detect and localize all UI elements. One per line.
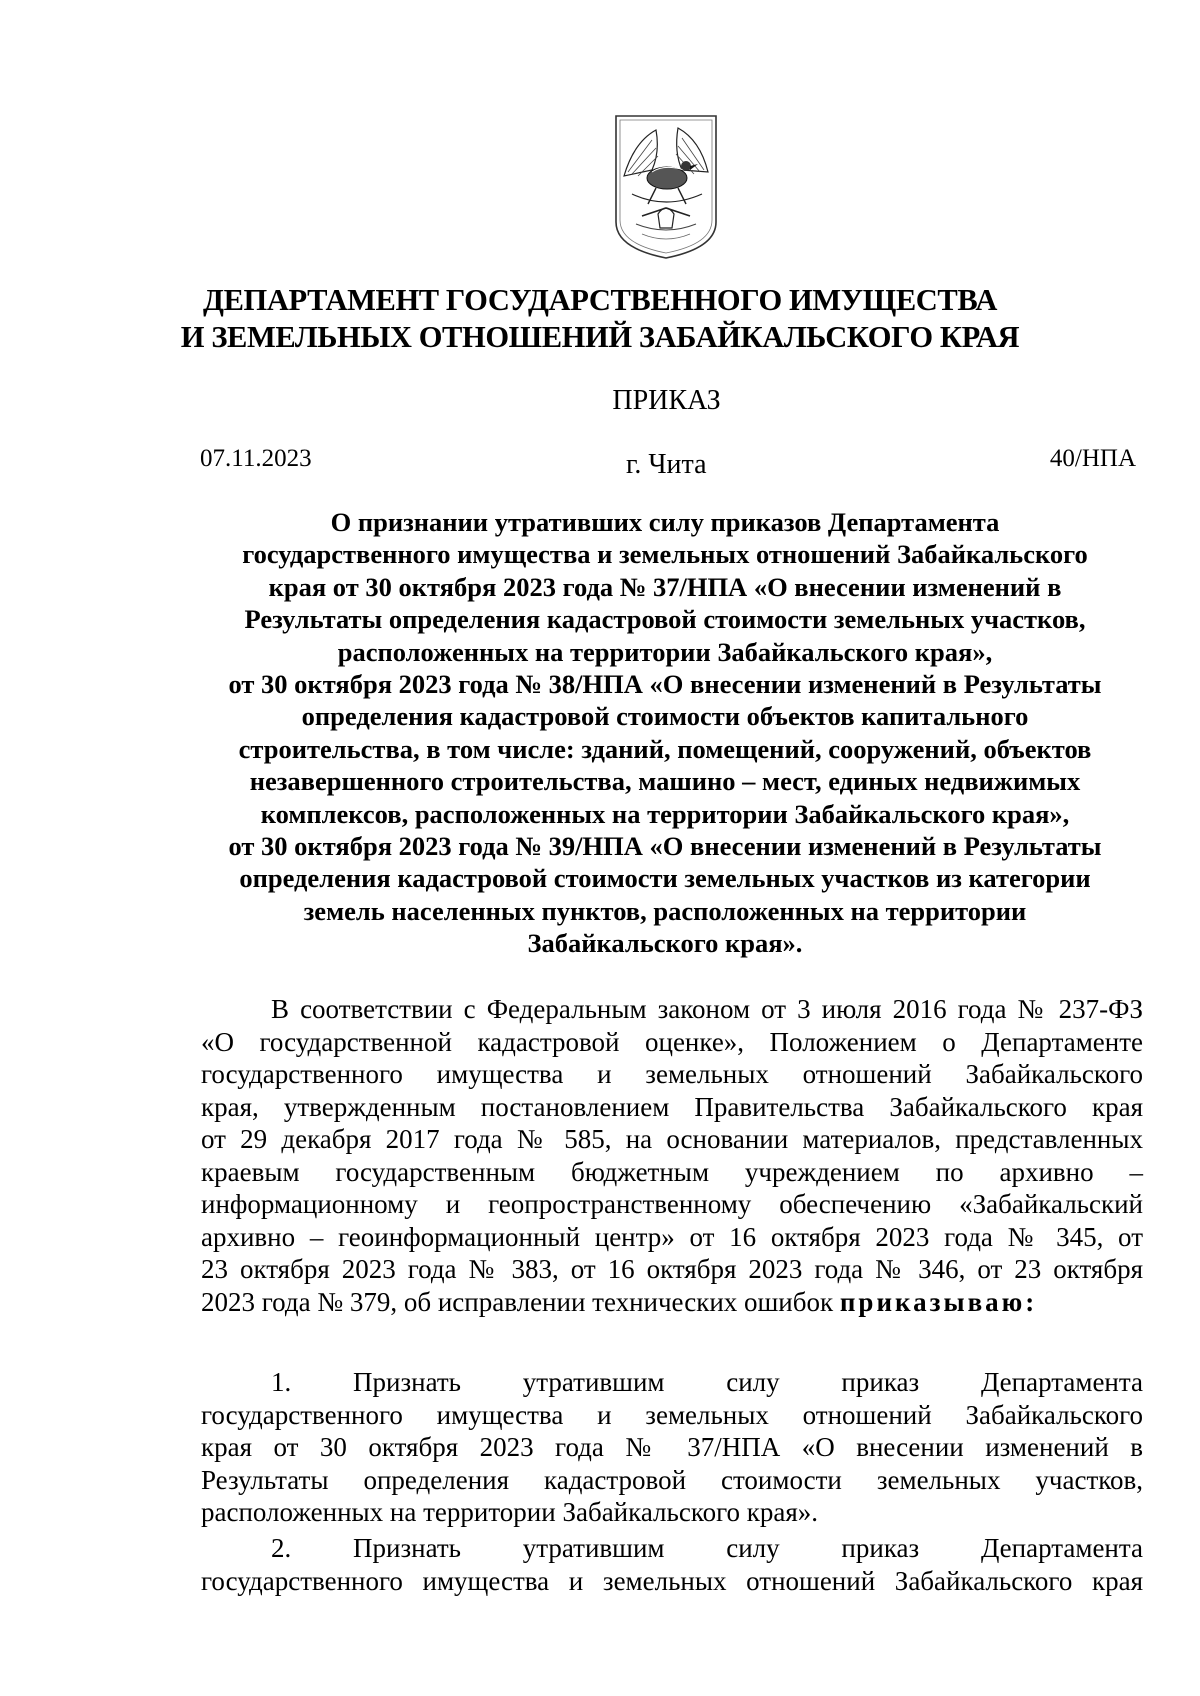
department-line-2: И ЗЕМЕЛЬНЫХ ОТНОШЕНИЙ ЗАБАЙКАЛЬСКОГО КРАЯ: [180, 320, 1020, 354]
title-line: края от 30 октября 2023 года № 37/НПА «О внесении изменений в: [268, 571, 1062, 602]
preamble-line: 23 октября 2023 года № 383, от 16 октября 2023 года № 346, от 23 октября: [201, 1254, 1143, 1284]
preamble-line: краевым государственным бюджетным учреждением по архивно –: [201, 1156, 1143, 1187]
title-line: Результаты определения кадастровой стоимости земельных участков,: [244, 604, 1086, 635]
preamble-line: информационному и геопространственному обеспечению «Забайкальский: [201, 1189, 1143, 1219]
document-date: 07.11.2023: [200, 445, 312, 472]
title-line: земель населенных пунктов, расположенных на территории: [303, 895, 1027, 926]
document-type: ПРИКАЗ: [612, 385, 721, 416]
item-2-line: государственного имущества и земельных отношений Забайкальского края: [201, 1565, 1143, 1596]
title-line: от 30 октября 2023 года № 39/НПА «О внесении изменений в Результаты: [228, 831, 1102, 862]
order-keyword: приказываю:: [839, 1286, 1038, 1317]
preamble-line: «О государственной кадастровой оценке», Положением о Департаменте: [201, 1026, 1143, 1057]
item-1-line: 1. Признать утратившим силу приказ Департамента: [271, 1367, 1143, 1397]
title-line: Забайкальского края».: [527, 928, 803, 959]
item-1-paragraph: [201, 1366, 1143, 1529]
item-2-paragraph: [201, 1532, 1143, 1597]
title-line: определения кадастровой стоимости объектов капитального: [301, 701, 1029, 732]
title-line: от 30 октября 2023 года № 38/НПА «О внесении изменений в Результаты: [228, 669, 1102, 700]
document-city: г. Чита: [626, 449, 707, 480]
coat-of-arms-icon: [612, 112, 720, 262]
title-line: комплексов, расположенных на территории Забайкальского края»,: [260, 798, 1070, 829]
item-1-line: Результаты определения кадастровой стоимости земельных участков,: [201, 1464, 1143, 1495]
department-name: [150, 282, 1050, 356]
title-line: незавершенного строительства, машино – мест, единых недвижимых: [249, 766, 1081, 797]
preamble-last-line: [201, 1286, 1143, 1319]
title-line: О признании утративших силу приказов Департамента: [330, 507, 1000, 537]
item-1-line: расположенных на территории Забайкальского края».: [201, 1497, 818, 1527]
document-title: [150, 506, 1180, 960]
title-line: расположенных на территории Забайкальского края»,: [337, 636, 993, 667]
preamble-line: от 29 декабря 2017 года № 585, на основании материалов, представленных: [201, 1124, 1143, 1154]
preamble-line: В соответствии с Федеральным законом от 3 июля 2016 года № 237-ФЗ: [271, 994, 1143, 1024]
item-1-line: края от 30 октября 2023 года № 37/НПА «О внесении изменений в: [201, 1432, 1143, 1462]
title-line: государственного имущества и земельных отношений Забайкальского: [242, 539, 1088, 570]
document-number: 40/НПА: [1049, 445, 1136, 472]
preamble-paragraph: [201, 993, 1143, 1318]
preamble-line: государственного имущества и земельных отношений Забайкальского: [201, 1059, 1143, 1089]
item-2-line: 2. Признать утратившим силу приказ Департамента: [271, 1533, 1143, 1563]
title-line: строительства, в том числе: зданий, помещений, сооружений, объектов: [238, 733, 1092, 764]
preamble-line: архивно – геоинформационный центр» от 16 октября 2023 года № 345, от: [201, 1221, 1143, 1252]
preamble-line-text: 2023 года № 379, об исправлении технических ошибок: [201, 1286, 834, 1317]
item-1-line: государственного имущества и земельных отношений Забайкальского: [201, 1399, 1143, 1430]
title-line: определения кадастровой стоимости земельных участков из категории: [239, 863, 1091, 894]
department-line-1: ДЕПАРТАМЕНТ ГОСУДАРСТВЕННОГО ИМУЩЕСТВА: [202, 283, 997, 317]
preamble-line: края, утвержденным постановлением Правительства Забайкальского края: [201, 1091, 1143, 1122]
